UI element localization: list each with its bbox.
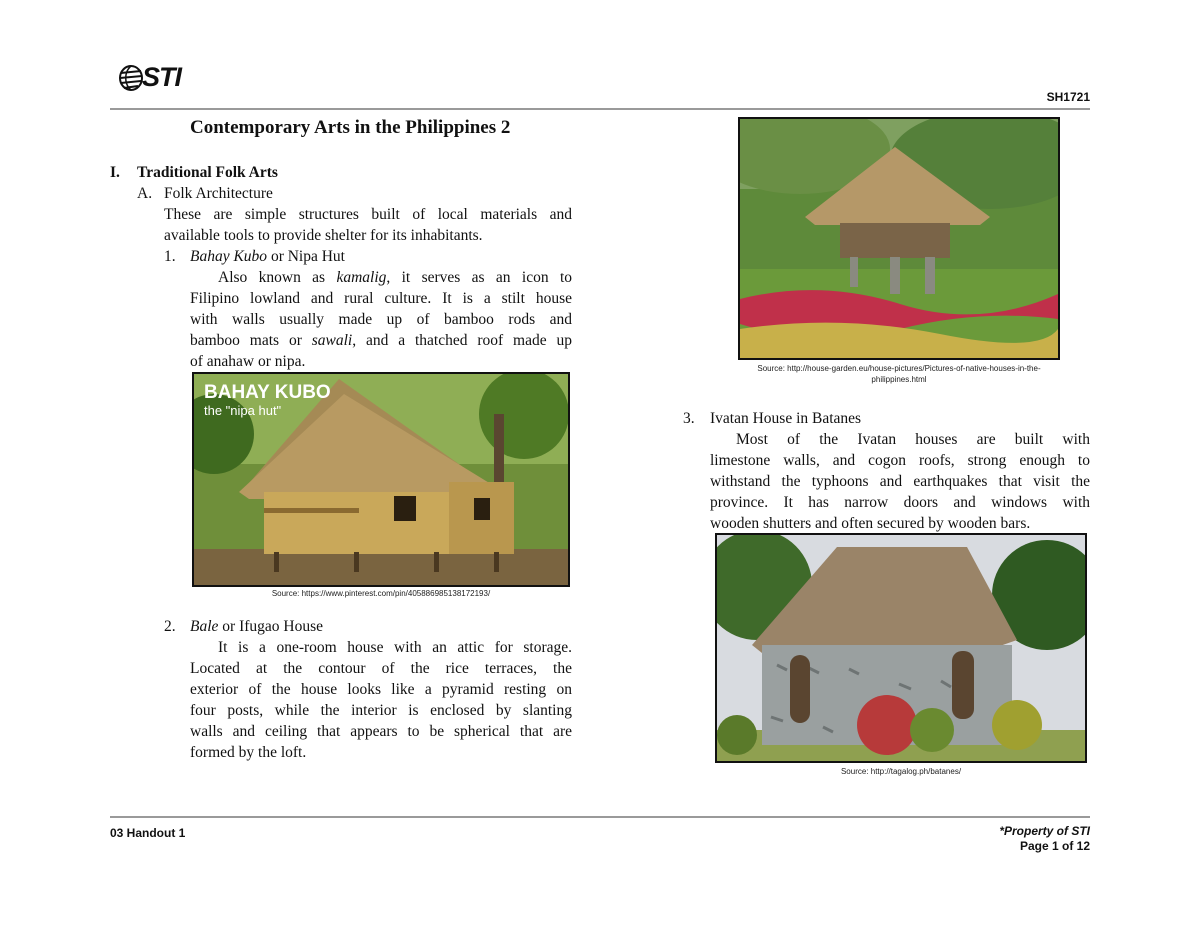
intro-line-2: available tools to provide shelter for its inhabitants. bbox=[164, 227, 483, 244]
ivatan-source: Source: http://tagalog.ph/batanes/ bbox=[840, 767, 962, 776]
header-rule bbox=[110, 108, 1090, 110]
item1-name: Bahay Kubo bbox=[190, 248, 268, 265]
item2-number: 2. bbox=[164, 618, 176, 635]
footer-rule bbox=[110, 816, 1090, 818]
footer-property: *Property of STI bbox=[999, 824, 1090, 838]
footer-handout: 03 Handout 1 bbox=[110, 826, 186, 840]
item1-heading bbox=[190, 246, 345, 267]
item3-heading: Ivatan House in Batanes bbox=[710, 410, 862, 427]
item2-line-4: four posts, while the interior is enclosed by slanting bbox=[190, 702, 572, 719]
photo-caption-title: BAHAY KUBO bbox=[204, 382, 331, 403]
ivatan-house-photo bbox=[715, 533, 1087, 763]
ifugao-house-photo bbox=[738, 117, 1060, 360]
item3-number: 3. bbox=[683, 410, 695, 427]
item3-line-4: province. It has narrow doors and windows with bbox=[710, 494, 1090, 511]
ivatan-house-illustration bbox=[717, 535, 1085, 761]
intro-line-1: These are simple structures built of local materials and bbox=[164, 206, 572, 223]
item1-line-2: Filipino lowland and rural culture. It is a stilt house bbox=[190, 290, 572, 307]
item3-line-1: Most of the Ivatan houses are built with bbox=[736, 431, 1090, 448]
item2-name: Bale bbox=[190, 618, 219, 635]
item2-line-5: walls and ceiling that appears to be spherical that are bbox=[190, 723, 572, 740]
item2-line-2: Located at the contour of the rice terraces, the bbox=[190, 660, 572, 677]
item2-line-3: exterior of the house looks like a pyramid resting on bbox=[190, 681, 572, 698]
globe-icon bbox=[118, 62, 144, 94]
item3-line-2: limestone walls, and cogon roofs, strong enough to bbox=[710, 452, 1090, 469]
item2-heading bbox=[190, 616, 323, 637]
sti-logo bbox=[118, 60, 188, 96]
subsection-letter: A. bbox=[137, 185, 153, 202]
section-heading: Traditional Folk Arts bbox=[137, 164, 278, 181]
item1-number: 1. bbox=[164, 248, 176, 265]
item3-line-5: wooden shutters and often secured by wooden bars. bbox=[710, 515, 1031, 532]
bahay-kubo-source: Source: https://www.pinterest.com/pin/405886985138172193/ bbox=[271, 589, 491, 598]
footer-right bbox=[999, 824, 1090, 854]
item1-line-1: Also known as kamalig, it serves as an icon to bbox=[218, 269, 573, 286]
item1-rest: or Nipa Hut bbox=[267, 248, 345, 265]
ifugao-house-illustration bbox=[740, 119, 1058, 358]
logo-text: STI bbox=[142, 62, 182, 92]
item3-line-3: withstand the typhoons and earthquakes that visit the bbox=[710, 473, 1090, 490]
photo-caption-subtitle: the "nipa hut" bbox=[204, 403, 282, 418]
section-numeral: I. bbox=[110, 164, 120, 181]
item1-line-4: bamboo mats or sawali, and a thatched roof made up bbox=[190, 332, 572, 349]
subsection-heading: Folk Architecture bbox=[164, 185, 273, 202]
item1-line-3: with walls usually made up of bamboo rods and bbox=[190, 311, 572, 328]
item2-rest: or Ifugao House bbox=[218, 618, 324, 635]
page-title: Contemporary Arts in the Philippines 2 bbox=[190, 117, 511, 138]
footer-page: Page 1 of 12 bbox=[1019, 839, 1090, 853]
ifugao-source-line-2: philippines.html bbox=[871, 375, 927, 384]
document-code: SH1721 bbox=[1046, 90, 1090, 104]
item2-line-6: formed by the loft. bbox=[190, 744, 307, 761]
item2-line-1: It is a one-room house with an attic for storage. bbox=[218, 639, 572, 656]
item1-line-5: of anahaw or nipa. bbox=[190, 353, 306, 370]
bahay-kubo-photo bbox=[192, 372, 570, 587]
ifugao-source-line-1: Source: http://house-garden.eu/house-pictures/Pictures-of-native-houses-in-the- bbox=[757, 364, 1041, 373]
